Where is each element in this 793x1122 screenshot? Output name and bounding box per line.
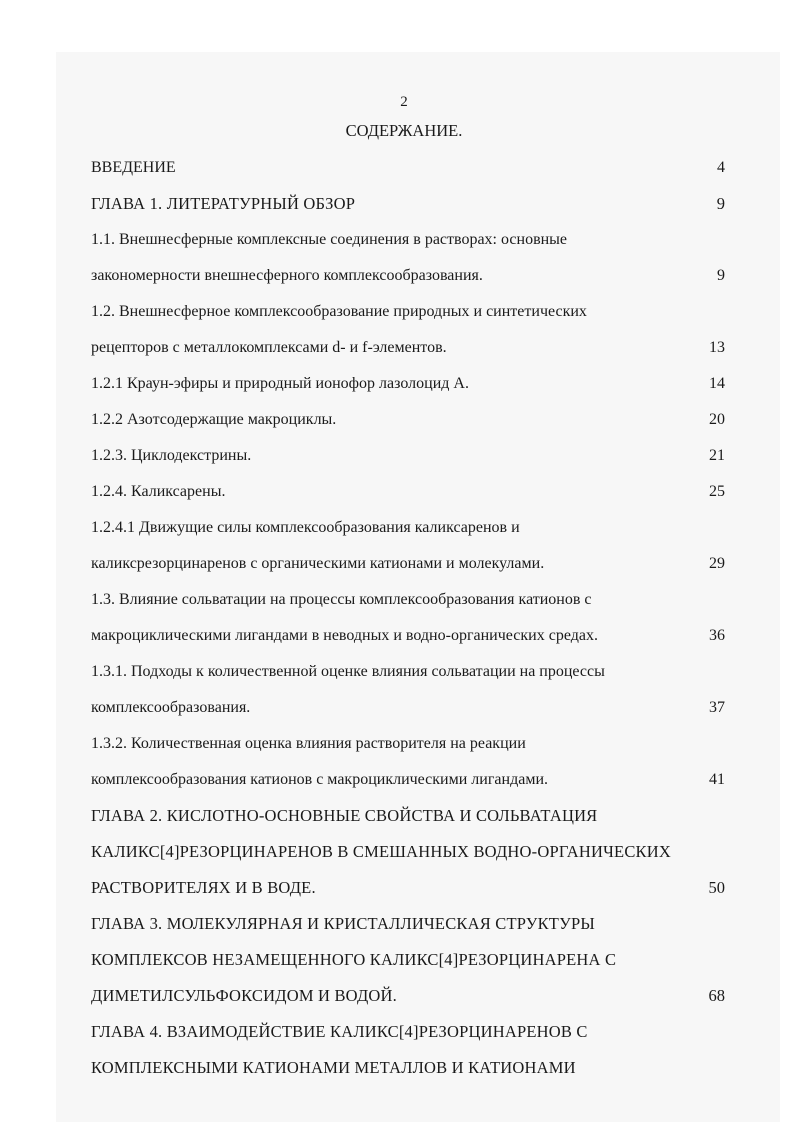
toc-entry-chapter-1 (91, 186, 725, 222)
toc-entry-1-2-4-1 (91, 510, 725, 582)
toc-entry-page: 37 (709, 699, 725, 716)
toc-entry-title-continued: комплексообразования. (91, 699, 251, 716)
toc-entry-page: 36 (709, 627, 725, 644)
toc-entry-title: 1.2.2 Азотсодержащие макроциклы. (91, 411, 337, 428)
toc-entry-title: ГЛАВА 1. ЛИТЕРАТУРНЫЙ ОБЗОР (91, 194, 356, 213)
toc-entry-title: 1.3.2. Количественная оценка влияния растворителя на реакции (91, 735, 526, 752)
page-title: СОДЕРЖАНИЕ. (345, 121, 463, 140)
toc-entry-page (675, 1050, 725, 1086)
toc-entry-1-3 (91, 582, 725, 654)
toc-entry-title: 1.1. Внешнесферные комплексные соединения в растворах: основные (91, 231, 568, 248)
toc-entry-1-2-2 (91, 402, 725, 438)
toc-entry-page: 21 (709, 447, 725, 464)
toc-entry-title: 1.3. Влияние сольватации на процессы комплексообразования катионов с (91, 591, 592, 608)
toc-entry-title-continued: КОМПЛЕКСНЫМИ КАТИОНАМИ МЕТАЛЛОВ И КАТИОНАМИ (91, 1058, 576, 1077)
toc-entry-page: 25 (709, 483, 725, 500)
toc-entry-title-continued: РАСТВОРИТЕЛЯХ И В ВОДЕ. (91, 878, 316, 897)
toc-entry-title-continued: КАЛИКС[4]РЕЗОРЦИНАРЕНОВ В СМЕШАННЫХ ВОДНО-ОРГАНИЧЕСКИХ (91, 842, 671, 861)
toc-entry-chapter-4 (91, 1014, 725, 1086)
toc-entry-title-continued: КОМПЛЕКСОВ НЕЗАМЕЩЕННОГО КАЛИКС[4]РЕЗОРЦИНАРЕНА С (91, 950, 617, 969)
toc-entry-1-1 (91, 222, 725, 294)
page-number: 2 (400, 94, 408, 110)
toc-entry-title-continued: макроциклическими лигандами в неводных и водно-органических средах. (91, 627, 598, 644)
toc-entry-1-3-2 (91, 726, 725, 798)
toc-entry-page: 9 (717, 267, 725, 284)
toc-entry-title: ГЛАВА 4. ВЗАИМОДЕЙСТВИЕ КАЛИКС[4]РЕЗОРЦИНАРЕНОВ С (91, 1022, 588, 1041)
toc-entry-introduction (91, 150, 725, 186)
toc-entry-1-2 (91, 294, 725, 366)
toc-entry-1-3-1 (91, 654, 725, 726)
toc-entry-title: 1.2. Внешнесферное комплексообразование природных и синтетических (91, 303, 587, 320)
toc-entry-title: ГЛАВА 3. МОЛЕКУЛЯРНАЯ И КРИСТАЛЛИЧЕСКАЯ СТРУКТУРЫ (91, 914, 595, 933)
toc-entry-page: 14 (709, 375, 725, 392)
toc-entry-title-continued: комплексообразования катионов с макроциклическими лигандами. (91, 771, 549, 788)
toc-entry-title: 1.2.4.1 Движущие силы комплексообразования каликсаренов и (91, 519, 520, 536)
toc-entry-title: 1.2.1 Краун-эфиры и природный ионофор лазолоцид А. (91, 375, 469, 392)
toc-entry-page: 41 (709, 771, 725, 788)
toc-entry-title: 1.2.3. Циклодекстрины. (91, 447, 252, 464)
toc-entry-title-continued: закономерности внешнесферного комплексообразования. (91, 267, 483, 284)
toc-entry-page: 20 (709, 411, 725, 428)
toc-entry-title-continued: ДИМЕТИЛСУЛЬФОКСИДОМ И ВОДОЙ. (91, 986, 397, 1005)
toc-entry-page: 4 (717, 159, 725, 176)
toc-entry-chapter-2 (91, 798, 725, 906)
toc-entry-1-2-3 (91, 438, 725, 474)
toc-entry-page: 13 (709, 339, 725, 356)
toc-entry-1-2-4 (91, 474, 725, 510)
toc-entry-1-2-1 (91, 366, 725, 402)
toc-entry-title: 1.3.1. Подходы к количественной оценке влияния сольватации на процессы (91, 663, 605, 680)
toc-entry-title-continued: рецепторов с металлокомплексами d- и f-элементов. (91, 339, 447, 356)
toc-entry-page: 68 (708, 986, 725, 1005)
table-of-contents (91, 150, 725, 1086)
toc-entry-page: 29 (709, 555, 725, 572)
toc-entry-chapter-3 (91, 906, 725, 1014)
toc-entry-title: ВВЕДЕНИЕ (91, 159, 176, 176)
toc-entry-title: ГЛАВА 2. КИСЛОТНО-ОСНОВНЫЕ СВОЙСТВА И СОЛЬВАТАЦИЯ (91, 806, 598, 825)
toc-entry-title: 1.2.4. Каликсарены. (91, 483, 226, 500)
toc-entry-page: 50 (708, 878, 725, 897)
toc-entry-page: 9 (716, 194, 725, 213)
toc-entry-title-continued: каликсрезорцинаренов с органическими катионами и молекулами. (91, 555, 545, 572)
